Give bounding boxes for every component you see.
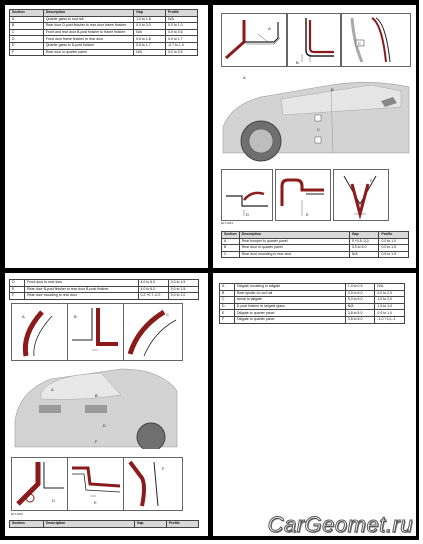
header-cell: Section	[10, 10, 44, 17]
section-detail-f	[123, 457, 183, 511]
table-cell: Tailgate to quarter panel	[234, 310, 345, 317]
table-cell: D	[10, 36, 44, 43]
svg-text:F: F	[95, 439, 98, 444]
table-cell: -1.0 +1.0,-1	[375, 316, 405, 323]
svg-text:D: D	[246, 212, 249, 217]
header-cell: Profile	[379, 232, 409, 239]
table-row	[222, 251, 409, 258]
table-header-row	[222, 232, 409, 239]
table-cell: D-post finisher to tailgate glass	[234, 303, 345, 310]
header-cell: Description	[44, 521, 135, 528]
svg-text:D: D	[103, 423, 106, 428]
svg-text:A: A	[51, 387, 54, 392]
table-cell: 0.0 to 1.0	[379, 238, 409, 245]
table-cell: 0.2 +0.7,-0.0	[138, 293, 168, 300]
car-rear-illustration	[11, 361, 181, 449]
table-cell: 0.0 to 1.0	[375, 310, 405, 317]
table-cell: A	[220, 284, 235, 291]
table-cell: Quarter glass to D-post finisher	[43, 42, 133, 49]
section-detail-f	[333, 169, 389, 221]
table-cell: 1.0 to 1.8	[134, 16, 166, 23]
header-cell: Section	[10, 521, 44, 528]
site-watermark: CarGeomet.ru	[267, 512, 413, 537]
svg-text:B: B	[95, 393, 98, 398]
header-cell: Description	[239, 232, 349, 239]
table-cell: A	[10, 16, 44, 23]
table-row	[220, 284, 405, 291]
svg-text:E: E	[94, 500, 97, 505]
table-cell: A	[222, 238, 240, 245]
table-row	[10, 49, 198, 56]
table-cell: E	[220, 310, 235, 317]
figure-code: E171935	[11, 512, 24, 516]
table-cell: Tailgate to quarter panel	[234, 316, 345, 323]
table-cell: 4.0 to 6.0	[138, 286, 168, 293]
table-cell: -0.7 to 1.0	[166, 42, 198, 49]
table-cell: F	[220, 316, 235, 323]
table-cell: N/A	[375, 284, 405, 291]
svg-text:E: E	[306, 212, 309, 217]
table-row	[10, 280, 199, 287]
table-row	[10, 23, 198, 30]
table-row	[10, 293, 199, 300]
table-cell: 0 +0.5,-0.0	[349, 238, 379, 245]
table-cell: 0.0 to 3.0	[134, 23, 166, 30]
table-cell: Tailgate moulding to tailgate	[234, 284, 345, 291]
table-cell: 0.0 to 0.6	[166, 29, 198, 36]
header-cell: Gap	[134, 521, 166, 528]
table-cell: 1.0 to 0.9	[345, 284, 375, 291]
svg-text:C: C	[317, 127, 320, 132]
table-cell: Rear door to quarter panel	[239, 245, 349, 252]
table-row	[10, 286, 199, 293]
table-cell: 3.8 to 5.0	[345, 310, 375, 317]
table-header-row	[10, 521, 199, 528]
table-cell: 3.0 to 5.0	[349, 245, 379, 252]
section-detail-e	[275, 169, 331, 221]
table-cell: D	[220, 303, 235, 310]
page-bottom-right	[213, 273, 416, 536]
table-cell: 4.0 to 6.0	[138, 280, 168, 287]
table-cell: Rear door B-post finisher to rear door B-post finisher	[25, 286, 138, 293]
table-cell: 0.0 to 2.0	[375, 290, 405, 297]
page-bottom-left	[5, 273, 208, 536]
table-cell: N/A	[166, 16, 198, 23]
table-row	[222, 245, 409, 252]
spec-table	[219, 283, 405, 324]
table-cell: Rear door D-post finisher to rear door frame finisher	[43, 23, 133, 30]
table-cell: 1.0 to 1.0	[375, 303, 405, 310]
spec-table	[221, 231, 409, 258]
header-cell: Gap	[349, 232, 379, 239]
spec-table	[9, 520, 199, 528]
table-row	[220, 310, 405, 317]
table-cell: 5.0 to 6.0	[345, 297, 375, 304]
svg-text:B: B	[74, 314, 77, 319]
table-cell: N/A	[134, 29, 166, 36]
table-cell: Front door frame finisher to rear door	[43, 36, 133, 43]
table-cell: Front and rear door B-post finisher to frame finisher	[43, 29, 133, 36]
svg-text:D: D	[52, 498, 55, 503]
svg-text:F: F	[162, 466, 165, 471]
table-cell: 0.6 to 1.8	[134, 36, 166, 43]
page-top-left	[5, 5, 208, 268]
table-cell: 4.0 to 6.0	[345, 290, 375, 297]
section-detail-d	[11, 457, 69, 511]
table-cell: B	[10, 23, 44, 30]
table-cell: Quarter glass to roof rail	[43, 16, 133, 23]
page-top-right	[213, 5, 416, 268]
car-side-illustration	[221, 67, 411, 167]
table-cell: N/A	[345, 303, 375, 310]
section-detail-b	[287, 13, 341, 67]
svg-text:C: C	[358, 41, 361, 46]
table-row	[220, 297, 405, 304]
table-row	[10, 42, 198, 49]
table-cell: Rear bumper to quarter panel	[239, 238, 349, 245]
section-detail-a	[221, 13, 287, 67]
figure-code: E171934	[221, 221, 234, 225]
header-cell: Description	[43, 10, 133, 17]
table-cell: 0.0 to 1.0	[166, 23, 198, 30]
svg-text:F: F	[370, 178, 373, 183]
table-cell: 0.0 to 1.5	[379, 245, 409, 252]
table-cell: B	[222, 245, 240, 252]
table-row	[10, 36, 198, 43]
table-header-row	[10, 10, 198, 17]
table-cell: F	[10, 293, 25, 300]
table-cell: F	[10, 49, 44, 56]
table-row	[220, 303, 405, 310]
section-detail-a	[11, 303, 69, 361]
table-cell: Rear spoiler to roof rail	[234, 290, 345, 297]
section-detail-d	[221, 169, 273, 221]
table-cell: 0.0 to 1.5	[168, 286, 198, 293]
table-row	[220, 290, 405, 297]
table-cell: 0.0 to 0.5	[166, 49, 198, 56]
table-cell: Aerial to tailgate	[234, 297, 345, 304]
table-cell: 0.0 to 1.5	[168, 280, 198, 287]
section-detail-c	[123, 303, 183, 361]
table-cell: E	[10, 42, 44, 49]
table-cell: 0.0 to 1.0	[168, 293, 198, 300]
svg-text:C: C	[166, 312, 169, 317]
table-cell: D	[10, 280, 25, 287]
svg-text:A: A	[22, 314, 25, 319]
table-cell: Rear door moulding to rear door	[25, 293, 138, 300]
spec-table	[9, 9, 198, 56]
header-cell: Section	[222, 232, 240, 239]
table-cell: Rear door moulding to rear door	[239, 251, 349, 258]
table-row	[220, 316, 405, 323]
table-cell: C	[10, 29, 44, 36]
table-cell: 3.5 to 5.0	[345, 316, 375, 323]
table-cell: B	[220, 290, 235, 297]
svg-text:B: B	[331, 87, 334, 92]
table-row	[222, 238, 409, 245]
table-cell: C	[220, 297, 235, 304]
header-cell: Gap	[134, 10, 166, 17]
table-row	[10, 29, 198, 36]
table-row	[10, 16, 198, 23]
svg-text:A: A	[268, 26, 271, 31]
table-cell: 0.5 to 1.7	[134, 42, 166, 49]
section-detail-e	[67, 457, 125, 511]
section-detail-b	[67, 303, 125, 361]
svg-text:A: A	[243, 75, 246, 80]
table-cell: 0.5 to 1.5	[379, 251, 409, 258]
section-detail-c	[341, 13, 411, 67]
table-cell: 0.0 to 1.7	[166, 36, 198, 43]
table-cell: N/A	[134, 49, 166, 56]
header-cell: Profile	[166, 521, 198, 528]
table-cell: 1.0 to 2.0	[375, 297, 405, 304]
table-cell: Rear door to quarter panel	[43, 49, 133, 56]
table-cell: E	[10, 286, 25, 293]
spec-table	[9, 279, 199, 300]
header-cell: Profile	[166, 10, 198, 17]
table-cell: Front door to rear door	[25, 280, 138, 287]
table-cell: N/A	[349, 251, 379, 258]
table-cell: C	[222, 251, 240, 258]
svg-text:B: B	[296, 60, 299, 65]
